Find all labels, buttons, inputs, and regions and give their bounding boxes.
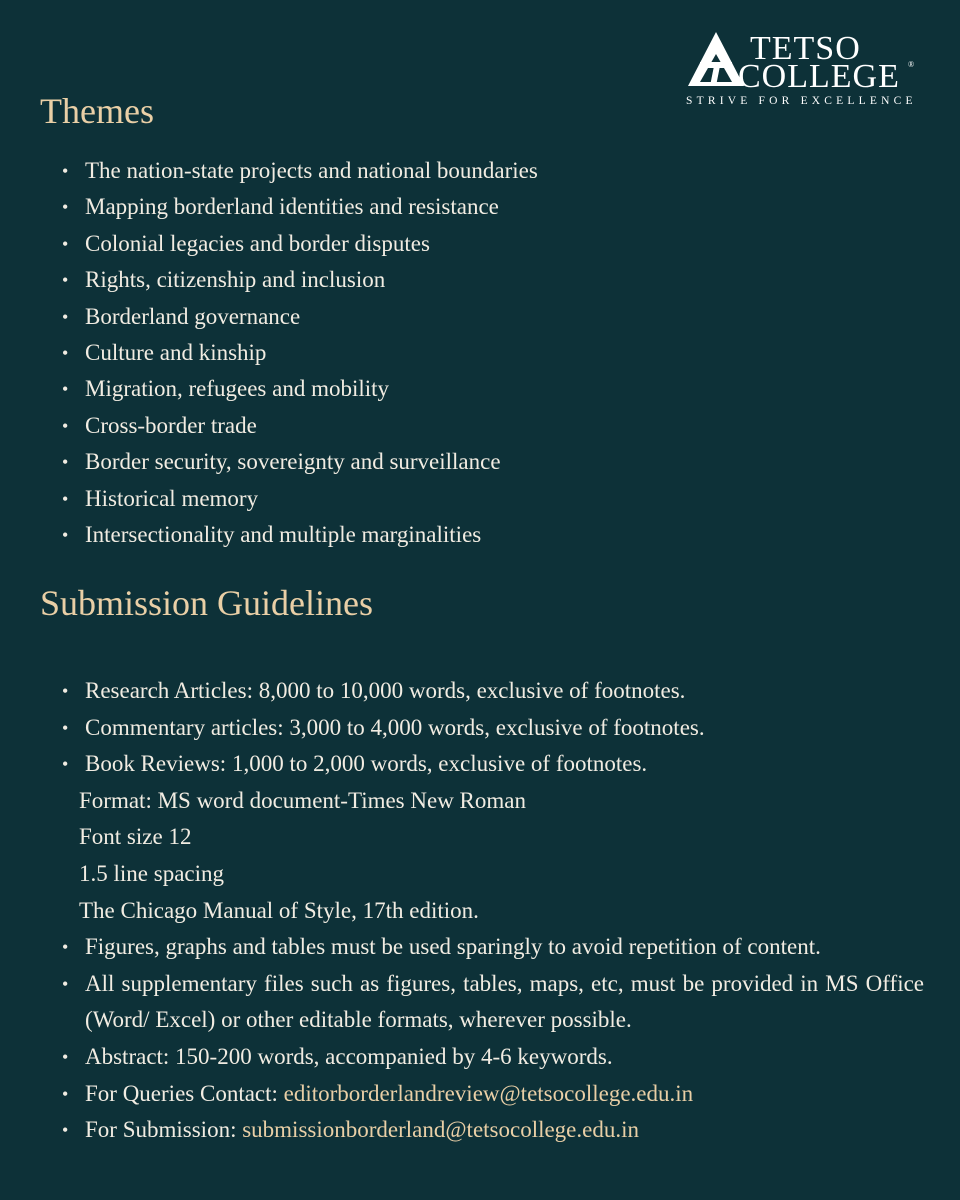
list-item xyxy=(62,189,924,225)
list-item xyxy=(62,371,924,407)
submission-guidelines-heading: Submission Guidelines xyxy=(40,583,374,623)
abstract-text: Abstract: 150-200 words, accompanied by 4-6 keywords. xyxy=(85,1043,613,1069)
bullet-icon: • xyxy=(62,1046,69,1067)
theme-text: Culture and kinship xyxy=(85,340,267,366)
list-item xyxy=(62,710,924,747)
bullet-icon: • xyxy=(62,488,69,509)
list-item xyxy=(62,1076,924,1113)
list-item xyxy=(62,262,924,298)
supplementary-files-text: All supplementary files such as figures, tables, maps, etc, must be provided in MS Office (Word/ Excel) or other editable formats, wherever possible. xyxy=(85,970,924,1033)
bullet-icon: • xyxy=(62,233,69,254)
bullet-icon: • xyxy=(62,452,69,473)
commentary-articles-text: Commentary articles: 3,000 to 4,000 words, exclusive of footnotes. xyxy=(85,714,705,740)
triangle-logo-icon xyxy=(686,30,746,90)
format-line: Format: MS word document-Times New Roman xyxy=(79,787,526,813)
figures-text: Figures, graphs and tables must be used sparingly to avoid repetition of content. xyxy=(85,934,821,960)
theme-text: Intersectionality and multiple marginalities xyxy=(85,522,482,548)
logo-line-tetso: TETSO xyxy=(750,30,861,67)
book-reviews-text: Book Reviews: 1,000 to 2,000 words, exclusive of footnotes. xyxy=(85,751,648,777)
bullet-icon: • xyxy=(62,415,69,436)
logo-tagline: STRIVE FOR EXCELLENCE xyxy=(686,95,917,107)
theme-text: The nation-state projects and national boundaries xyxy=(85,158,538,183)
list-item xyxy=(62,517,924,553)
bullet-icon: • xyxy=(62,379,69,400)
list-item xyxy=(62,335,924,371)
theme-text: Migration, refugees and mobility xyxy=(85,376,390,402)
bullet-icon: • xyxy=(62,197,69,218)
theme-text: Cross-border trade xyxy=(85,412,257,438)
list-item xyxy=(62,929,924,966)
list-item xyxy=(62,673,924,710)
submission-label: For Submission: xyxy=(85,1117,243,1143)
theme-text: Historical memory xyxy=(85,485,259,511)
tetso-college-logo xyxy=(686,30,922,110)
list-item xyxy=(62,966,924,1039)
theme-text: Colonial legacies and border disputes xyxy=(85,230,430,256)
theme-text: Border security, sovereignty and surveillance xyxy=(85,449,501,475)
bullet-icon: • xyxy=(62,270,69,291)
list-item xyxy=(62,481,924,517)
list-item xyxy=(62,226,924,262)
bullet-icon: • xyxy=(62,681,69,701)
queries-label: For Queries Contact: xyxy=(85,1080,284,1106)
list-item xyxy=(62,408,924,444)
format-line: The Chicago Manual of Style, 17th edition. xyxy=(79,897,479,923)
bullet-icon: • xyxy=(62,1083,69,1104)
submission-email: submissionborderland@tetsocollege.edu.in xyxy=(242,1117,639,1143)
list-item xyxy=(62,444,924,480)
theme-text: Borderland governance xyxy=(85,303,301,329)
bullet-icon: • xyxy=(62,973,69,994)
theme-text: Mapping borderland identities and resistance xyxy=(85,194,499,220)
logo-line-college: COLLEGE xyxy=(738,58,900,95)
list-item xyxy=(62,746,924,929)
format-line: Font size 12 xyxy=(79,824,192,850)
bullet-icon: • xyxy=(62,717,69,738)
queries-email: editorborderlandreview@tetsocollege.edu.in xyxy=(283,1080,694,1106)
bullet-icon: • xyxy=(62,1120,69,1141)
format-line: 1.5 line spacing xyxy=(79,860,224,886)
bullet-icon: • xyxy=(62,306,69,327)
theme-text: Rights, citizenship and inclusion xyxy=(85,267,386,293)
bullet-icon: • xyxy=(62,937,69,958)
bullet-icon: • xyxy=(62,525,69,546)
registered-mark: ® xyxy=(908,60,915,69)
list-item xyxy=(62,1112,924,1149)
bullet-icon: • xyxy=(62,754,69,775)
list-item xyxy=(62,153,924,189)
list-item xyxy=(62,299,924,335)
themes-list xyxy=(62,153,924,553)
research-articles-text: Research Articles: 8,000 to 10,000 words, exclusive of footnotes. xyxy=(85,678,686,703)
list-item xyxy=(62,1039,924,1076)
bullet-icon: • xyxy=(62,161,69,181)
themes-heading: Themes xyxy=(40,91,154,131)
guidelines-list xyxy=(62,673,924,1149)
bullet-icon: • xyxy=(62,343,69,364)
